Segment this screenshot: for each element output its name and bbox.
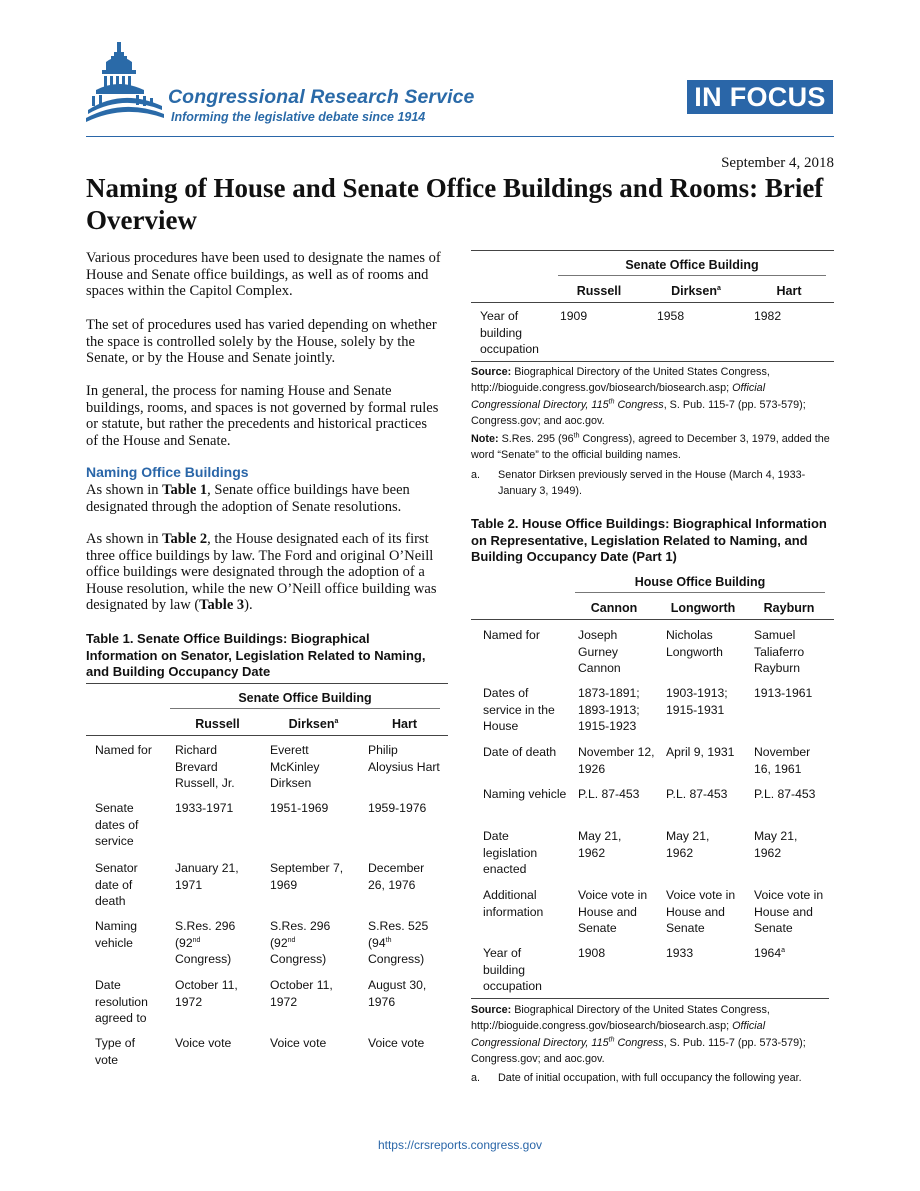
table-1-cont-col-russell: Russell <box>576 284 622 298</box>
table-cell: P.L. 87-453 <box>578 787 640 801</box>
body-paragraph-1: Various procedures have been used to designate the names of House and Senate office buildings, as well as of rooms and spaces within the Capitol Complex. <box>86 250 441 300</box>
table-1-col-dirksen: Dirksen$^a$ <box>288 717 339 731</box>
table-row-label: Year of building occupation <box>480 309 539 357</box>
table-1-footnote: Senator Dirksen previously served in the House (March 4, 1933-January 3, 1949). <box>498 469 806 498</box>
table-cell: 1903-1913; 1915-1931 <box>666 686 728 717</box>
table-cell: Everett McKinley Dirksen <box>270 743 320 791</box>
table-cell: Samuel Taliaferro Rayburn <box>754 628 805 676</box>
table-cell: September 7, 1969 <box>270 861 344 892</box>
table-1-cont-top-rule <box>471 250 834 251</box>
table-1-footnote-marker: a. <box>471 469 481 481</box>
table-1-cont-bottom-rule <box>471 361 834 362</box>
table-2-footnote-marker: a. <box>471 1072 481 1084</box>
body-paragraph-2: The set of procedures used has varied depending on whether the space is controlled solely by the House, solely by the Senate, or by the House and Senate jointly. <box>86 317 437 367</box>
table-2-ref[interactable]: Table 2 <box>162 531 208 547</box>
table-cell: P.L. 87-453 <box>754 787 816 801</box>
table-cell: Voice vote <box>175 1036 232 1050</box>
org-tagline: Informing the legislative debate since 1914 <box>171 110 426 124</box>
table-1-source-note: Source: Biographical Directory of the United States Congress, http://bioguide.congress.gov/biosearch/biosearch.asp; Official Congressional Directory, 115th Congress, S. Pub. 115-7 (pp. 573-579); Congress.gov; and aoc.gov. <box>471 366 806 428</box>
table-row-label: Year of building occupation <box>483 946 542 994</box>
table-cell: 1959-1976 <box>368 801 427 815</box>
table-2-bottom-rule <box>471 998 829 999</box>
table-2-col-rayburn: Rayburn <box>763 601 815 615</box>
table-2-source-note: Source: Biographical Directory of the United States Congress, http://bioguide.congress.gov/biosearch/biosearch.asp; Official Congressional Directory, 115th Congress, S. Pub. 115-7 (pp. 573-579); Congress.gov; and aoc.gov. <box>471 1004 806 1066</box>
table-cell: 1964$^a$ <box>754 946 786 960</box>
table-row-label: Date of death <box>483 745 557 759</box>
table-1-cont-col-hart: Hart <box>776 284 802 298</box>
table-cell: 1933-1971 <box>175 801 234 815</box>
table-row-label: Dates of service in the House <box>483 686 555 734</box>
table-row-label: Date resolution agreed to <box>95 978 148 1026</box>
table-cell: Voice vote in House and Senate <box>754 888 824 936</box>
table-1-cont-header-rule <box>471 302 834 303</box>
table-cell: December 26, 1976 <box>368 861 425 892</box>
footer-url-link[interactable]: https://crsreports.congress.gov <box>377 1138 543 1152</box>
in-focus-badge: IN FOCUS <box>687 80 833 114</box>
table-1-col-russell: Russell <box>195 717 240 731</box>
table-1-ref[interactable]: Table 1 <box>162 482 208 498</box>
table-cell: 1873-1891; 1893-1913; 1915-1923 <box>578 686 640 734</box>
table-1-header-rule <box>86 735 448 736</box>
table-row-label: Senator date of death <box>95 861 138 909</box>
page-title: Naming of House and Senate Office Buildings and Rooms: Brief Overview <box>86 173 824 235</box>
table-1-col-hart: Hart <box>391 717 417 731</box>
table-row-label: Senate dates of service <box>95 801 139 849</box>
table-row-label: Named for <box>483 628 540 642</box>
table-row-label: Naming vehicle <box>483 787 567 801</box>
table-cell: 1909 <box>560 309 588 323</box>
table-cell: 1982 <box>754 309 782 323</box>
table-cell: 1908 <box>578 946 606 960</box>
org-name: Congressional Research Service <box>168 86 475 108</box>
table-cell: October 11, 1972 <box>270 978 333 1009</box>
table-cell: November 12, 1926 <box>578 745 655 776</box>
table-1-caption: Table 1. Senate Office Buildings: Biographical Information on Senator, Legislation Related to Naming, and Building Occupancy Date <box>86 631 426 679</box>
table-cell: P.L. 87-453 <box>666 787 728 801</box>
table-1-cont-col-dirksen: Dirksen$^a$ <box>671 284 721 298</box>
table-cell: Voice vote in House and Senate <box>578 888 648 936</box>
table-row-label: Named for <box>95 743 152 757</box>
table-cell: Voice vote <box>368 1036 425 1050</box>
table-cell: S.Res. 296 (92nd Congress) <box>175 919 236 967</box>
table-1-group-rule <box>170 708 440 709</box>
table-cell: May 21, 1962 <box>754 829 798 860</box>
table-row-label: Date legislation enacted <box>483 829 538 877</box>
table-2-col-longworth: Longworth <box>670 601 736 615</box>
crs-dome-logo-icon <box>84 40 166 130</box>
table-2-footnote: Date of initial occupation, with full occupancy the following year. <box>498 1072 802 1084</box>
body-paragraph-3: In general, the process for naming House and Senate buildings, rooms, and spaces is not governed by formal rules or statute, but rather the precedents and historical practices of the House and Senate. <box>86 383 439 449</box>
body-paragraph-4: As shown in Table 1, Senate office buildings have been designated through the adoption of Senate resolutions. <box>86 482 410 515</box>
table-1-top-rule <box>86 683 448 684</box>
table-1-cont-group-header: Senate Office Building <box>625 258 759 272</box>
table-1-group-header: Senate Office Building <box>238 691 372 705</box>
table-2-col-cannon: Cannon <box>590 601 638 615</box>
table-cell: 1913-1961 <box>754 686 813 700</box>
table-cell: Joseph Gurney Cannon <box>578 628 621 676</box>
table-cell: Voice vote <box>270 1036 327 1050</box>
table-2-group-header: House Office Building <box>634 575 766 589</box>
table-3-ref[interactable]: Table 3 <box>199 597 245 614</box>
report-date: September 4, 2018 <box>721 155 834 171</box>
table-cell: Voice vote in House and Senate <box>666 888 736 936</box>
header-divider <box>86 136 834 137</box>
table-1-note: Note: S.Res. 295 (96th Congress), agreed to December 3, 1979, added the word “Senate” to the official building names. <box>471 432 830 462</box>
table-cell: S.Res. 296 (92nd Congress) <box>270 919 331 967</box>
table-cell: May 21, 1962 <box>666 829 710 860</box>
section-heading: Naming Office Buildings <box>86 464 249 480</box>
table-cell: Richard Brevard Russell, Jr. <box>175 743 235 791</box>
table-cell: January 21, 1971 <box>175 861 239 892</box>
table-cell: August 30, 1976 <box>368 978 427 1009</box>
table-cell: November 16, 1961 <box>754 745 811 776</box>
table-cell: S.Res. 525 (94th Congress) <box>368 919 429 967</box>
table-row-label: Additional information <box>483 888 544 919</box>
table-cell: May 21, 1962 <box>578 829 622 860</box>
table-1-cont-group-rule <box>558 275 826 276</box>
table-cell: Philip Aloysius Hart <box>368 743 440 774</box>
table-cell: 1958 <box>657 309 685 323</box>
table-2-group-rule <box>575 592 825 593</box>
table-2-caption: Table 2. House Office Buildings: Biographical Information on Representative, Legislation Related to Naming, and Building Occupancy Date (Part 1) <box>471 516 827 564</box>
table-row-label: Type of vote <box>95 1036 135 1067</box>
table-cell: Nicholas Longworth <box>666 628 723 659</box>
table-cell: October 11, 1972 <box>175 978 238 1009</box>
body-paragraph-5: As shown in Table 2, the House designated each of its first three office buildings by law. The Ford and original O’Neill office buildings were designated through the adoption of a House resolution, while the new O’Neill office building was designated by law (Table 3). <box>86 531 437 614</box>
table-row-label: Naming vehicle <box>95 919 137 950</box>
table-cell: 1933 <box>666 946 694 960</box>
table-cell: 1951-1969 <box>270 801 329 815</box>
table-cell: April 9, 1931 <box>666 745 735 759</box>
table-2-header-rule <box>471 619 834 620</box>
